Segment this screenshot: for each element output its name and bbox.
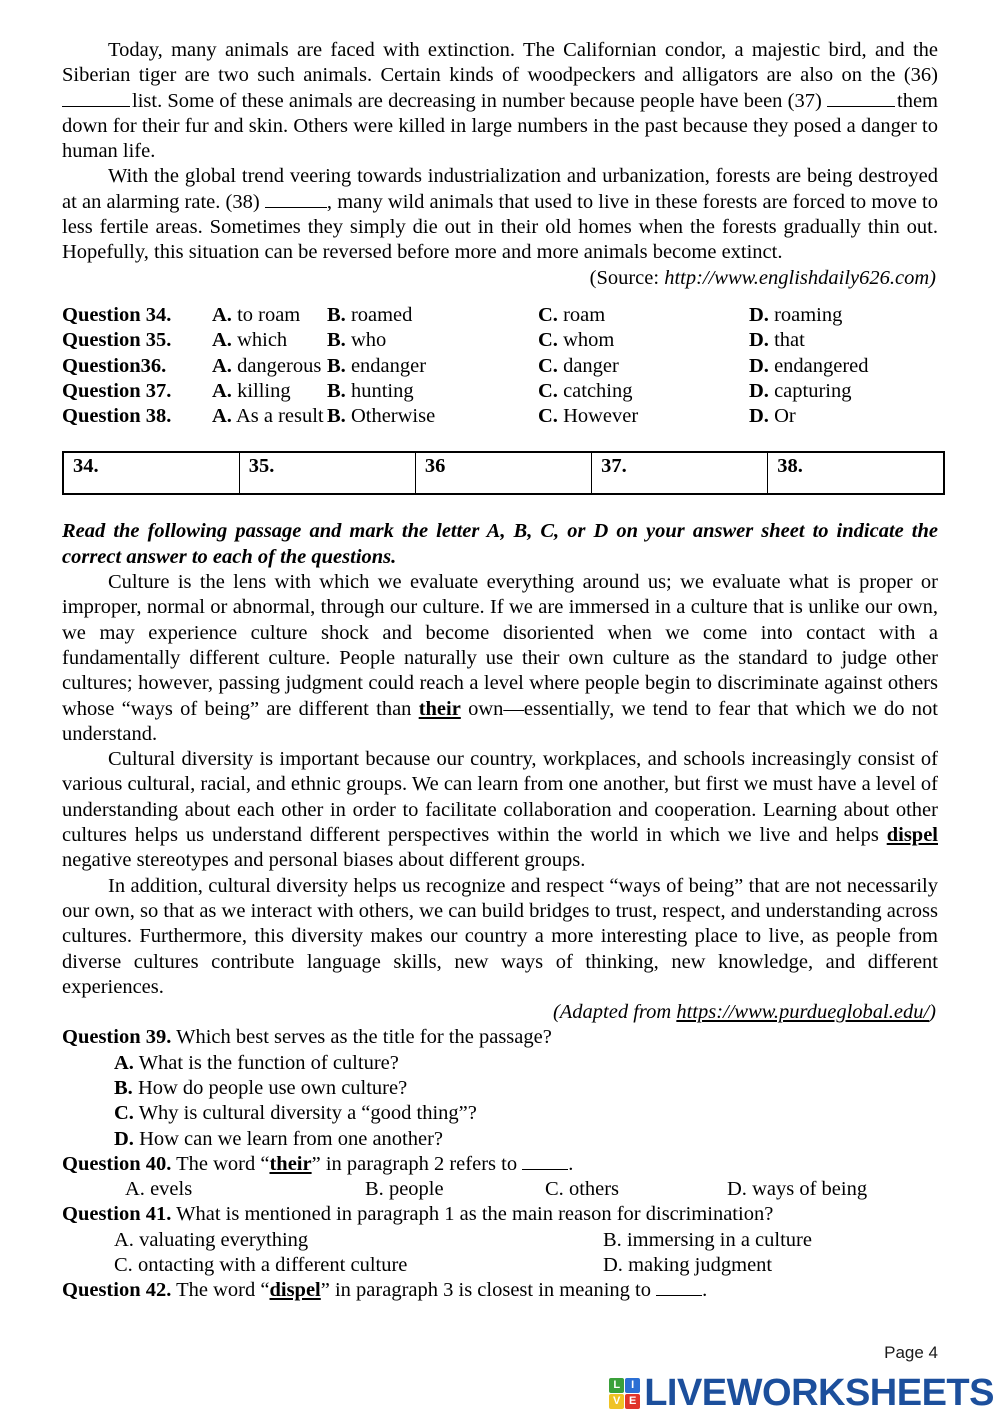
passage1-p2-part-a: With the global trend veering towards industrialization and urbanization, forests are being destroyed at an alarming rate. (38) (62, 165, 938, 213)
gap-40[interactable] (522, 1152, 568, 1169)
question-41-option-c[interactable] (114, 1253, 603, 1278)
question-35-option-b[interactable] (327, 328, 538, 353)
question-37-option-b[interactable] (327, 379, 538, 404)
mcq-group-34-38 (62, 303, 938, 429)
passage1-p1-part-b: list. Some of these animals are decreasing in number because people have been (37) (132, 89, 822, 112)
option-letter-a: A. (114, 1051, 134, 1074)
passage1-source-suffix: ) (929, 266, 936, 289)
question-34-option-c[interactable] (538, 303, 749, 328)
gap-36[interactable] (62, 89, 130, 107)
question-35-option-c[interactable] (538, 328, 749, 353)
question-36-option-c[interactable] (538, 354, 749, 379)
option-letter-b: B. (114, 1076, 133, 1099)
option-text-b: endanger (350, 354, 427, 377)
passage2-paragraph-2 (62, 747, 938, 873)
question-40-option-d[interactable] (727, 1177, 867, 1202)
option-letter-d: D. (749, 329, 769, 352)
option-letter-d: D. (727, 1178, 747, 1201)
option-letter-b: B. (365, 1178, 384, 1201)
passage1-source (62, 266, 938, 291)
option-letter-c: C. (538, 329, 558, 352)
question-36-option-d[interactable] (749, 354, 949, 379)
question-40-stem (62, 1152, 938, 1177)
option-text-a: which (237, 329, 288, 352)
mcq-row-38 (62, 404, 938, 429)
option-letter-b: B. (327, 329, 346, 352)
option-letter-b: B. (603, 1228, 622, 1251)
passage1-p2-part-b: , many wild animals that used to live in these forests are forced to move to less fertile areas. Sometimes they simply die out in their old homes when the forests gradually thin out. Hopefully, this situation can be reversed before more and more animals become extinct. (62, 190, 938, 264)
question-41-stem (62, 1202, 938, 1227)
question-40-text-a: The word “ (176, 1152, 270, 1175)
passage2-paragraph-1 (62, 570, 938, 747)
passage1-paragraph-1 (62, 38, 938, 164)
option-letter-a: A. (125, 1178, 145, 1201)
answer-cell-38[interactable]: 38. (768, 452, 944, 494)
option-letter-a: A. (114, 1228, 134, 1251)
question-42-text-a: The word “ (176, 1279, 270, 1302)
option-letter-c: C. (114, 1254, 133, 1277)
question-39-option-a[interactable] (62, 1051, 938, 1076)
question-36-label: Question36. (62, 354, 167, 377)
mcq-row-37 (62, 379, 938, 404)
question-38-option-a[interactable] (212, 404, 327, 429)
option-letter-d: D. (603, 1254, 623, 1277)
option-text-c: roam (563, 303, 606, 326)
question-42-keyword: dispel (269, 1279, 321, 1302)
option-letter-b: B. (327, 405, 346, 428)
option-text-a: valuating everything (139, 1228, 309, 1251)
table-row (63, 452, 944, 494)
option-letter-c: C. (545, 1178, 564, 1201)
answer-cell-37[interactable]: 37. (592, 452, 768, 494)
question-34-option-b[interactable] (327, 303, 538, 328)
option-letter-c: C. (538, 303, 558, 326)
highlight-word-their: their (418, 697, 461, 720)
option-letter-a: A. (212, 354, 232, 377)
option-text-a: dangerous (237, 354, 322, 377)
option-letter-b: B. (327, 303, 346, 326)
answer-cell-35[interactable]: 35. (239, 452, 415, 494)
question-39-stem (62, 1025, 938, 1050)
passage1-paragraph-2 (62, 164, 938, 265)
option-text-d: Or (774, 405, 796, 428)
option-text-c: others (568, 1178, 620, 1201)
option-text-b: roamed (350, 303, 413, 326)
question-36-option-a[interactable] (212, 354, 327, 379)
passage2-paragraph-3: In addition, cultural diversity helps us recognize and respect “ways of being” that are not necessarily our own, so that as we interact with others, we can build bridges to trust, respect, and understanding across cultures. Furthermore, this diversity makes our country a more interesting place to live, as people from diverse cultures contribute language skills, new ways of thinking, new knowledge, and different experiences. (62, 874, 938, 998)
question-37-option-c[interactable] (538, 379, 749, 404)
question-37-label: Question 37. (62, 379, 172, 402)
question-41-label: Question 41. (62, 1203, 172, 1226)
option-letter-d: D. (749, 405, 769, 428)
question-41-options-row-2 (62, 1253, 938, 1278)
option-text-a: to roam (237, 303, 301, 326)
option-letter-a: A. (212, 379, 232, 402)
question-42-text-c: . (702, 1279, 708, 1302)
question-34-option-d[interactable] (749, 303, 949, 328)
question-35-option-d[interactable] (749, 328, 949, 353)
logo-tile-v: V (609, 1394, 624, 1409)
option-letter-b: B. (327, 354, 346, 377)
page-number: Page 4 (884, 1343, 938, 1362)
question-38-label: Question 38. (62, 405, 172, 428)
question-42-text-b: ” in paragraph 3 is closest in meaning to (320, 1279, 651, 1302)
option-text-d: endangered (774, 354, 869, 377)
question-37-option-a[interactable] (212, 379, 327, 404)
highlight-word-dispel: dispel (886, 824, 938, 847)
passage2-p1-part-b: own—essentially, we tend to fear that which we do not understand. (62, 697, 938, 745)
question-40-text-c: . (568, 1152, 574, 1175)
option-letter-c: C. (538, 379, 558, 402)
passage2-source-url[interactable]: https://www.purdueglobal.edu/ (676, 1001, 930, 1024)
option-text-d: ways of being (752, 1178, 868, 1201)
passage1-p1-part-a: Today, many animals are faced with extinction. The Californian condor, a majestic bird, and the Siberian tiger are two such animals. Certain kinds of woodpeckers and alligators are also on the (36) (62, 39, 938, 87)
option-letter-d: D. (114, 1127, 134, 1150)
question-38-option-c[interactable] (538, 404, 749, 429)
logo-tile-i: I (625, 1378, 640, 1393)
question-38-option-d[interactable] (749, 404, 949, 429)
question-36-option-b[interactable] (327, 354, 538, 379)
question-39-option-b[interactable] (62, 1076, 938, 1101)
option-text-a: killing (237, 379, 291, 402)
question-40-label: Question 40. (62, 1152, 172, 1175)
option-text-c: However (563, 405, 639, 428)
question-34-label: Question 34. (62, 303, 172, 326)
question-42-label: Question 42. (62, 1279, 172, 1302)
option-letter-c: C. (538, 405, 558, 428)
option-text-b: How do people use own culture? (137, 1076, 408, 1099)
passage2-p1-part-a: Culture is the lens with which we evaluate everything around us; we evaluate what is proper or improper, normal or abnormal, through our culture. If we are immersed in a culture that is unlike our own, we may experience culture shock and become disoriented when we come into contact with a fundamentally different culture. People naturally use their own culture as the standard to judge other cultures; however, passing judgment could reach a level where people begin to discriminate against others whose “ways of being” are different than (62, 571, 938, 720)
question-41-option-a[interactable] (114, 1228, 603, 1253)
logo-wordmark: LIVEWORKSHEETS (644, 1372, 994, 1414)
live-logo-icon (609, 1378, 640, 1409)
option-text-b: who (350, 329, 387, 352)
option-letter-c: C. (114, 1102, 134, 1125)
question-39-text: Which best serves as the title for the passage? (176, 1026, 552, 1049)
option-text-c: Why is cultural diversity a “good thing”? (138, 1102, 477, 1125)
passage2-p2-part-a: Cultural diversity is important because our country, workplaces, and schools increasingly consist of various cultural, racial, and ethnic groups. We can learn from one another, but first we must have a level of understanding about each other in order to facilitate collaboration and cooperation. Learning about other cultures helps us understand different perspectives within the world in which we live and helps (62, 748, 938, 847)
passage2-source-prefix: (Adapted from (552, 1001, 677, 1024)
question-39-label: Question 39. (62, 1026, 172, 1049)
option-text-d: How can we learn from one another? (139, 1127, 444, 1150)
passage2-source-suffix: ) (929, 1001, 936, 1024)
logo-tile-l: L (609, 1378, 624, 1393)
question-41-options-row-1 (62, 1228, 938, 1253)
option-text-c: ontacting with a different culture (137, 1254, 408, 1277)
question-42-stem (62, 1278, 938, 1303)
question-40-option-b[interactable] (365, 1177, 545, 1202)
answer-cell-36[interactable]: 36 (415, 452, 591, 494)
option-text-b: Otherwise (350, 405, 436, 428)
option-letter-b: B. (327, 379, 346, 402)
option-text-d: that (774, 329, 805, 352)
option-text-b: people (388, 1178, 444, 1201)
passage1-p1-part-c: them down for their fur and skin. Others were killed in large numbers in the past because they posed a danger to human life. (62, 89, 938, 163)
answer-table (62, 451, 945, 495)
question-40-option-c[interactable] (545, 1177, 727, 1202)
passage2-source (62, 1000, 938, 1025)
option-text-d: roaming (774, 303, 843, 326)
passage1-source-url: http://www.englishdaily626.com (664, 266, 930, 289)
mcq-row-36 (62, 354, 938, 379)
answer-cell-34[interactable]: 34. (63, 452, 239, 494)
question-38-option-b[interactable] (327, 404, 538, 429)
question-41-option-b[interactable] (603, 1228, 812, 1253)
option-text-a: evels (150, 1178, 193, 1201)
logo-tile-e: E (625, 1394, 640, 1409)
option-letter-a: A. (212, 329, 232, 352)
passage2-p2-part-b: negative stereotypes and personal biases about different groups. (62, 849, 586, 872)
passage1-source-prefix: (Source: (589, 266, 665, 289)
gap-38[interactable] (265, 190, 327, 208)
option-text-a: As a result (235, 405, 324, 428)
question-37-option-d[interactable] (749, 379, 949, 404)
question-39-option-d[interactable] (62, 1127, 938, 1152)
option-letter-a: A. (212, 303, 232, 326)
option-letter-d: D. (749, 303, 769, 326)
option-text-a: What is the function of culture? (138, 1051, 399, 1074)
question-40-options (62, 1177, 938, 1202)
option-text-c: catching (563, 379, 633, 402)
mcq-row-35 (62, 328, 938, 353)
option-text-c: whom (563, 329, 615, 352)
option-letter-d: D. (749, 354, 769, 377)
question-40-keyword: their (269, 1152, 312, 1175)
question-34-option-a[interactable] (212, 303, 327, 328)
option-text-b: immersing in a culture (626, 1228, 812, 1251)
option-letter-a: A. (212, 405, 232, 428)
mcq-row-34 (62, 303, 938, 328)
option-text-d: capturing (774, 379, 852, 402)
option-letter-c: C. (538, 354, 558, 377)
reading-instruction: Read the following passage and mark the letter A, B, C, or D on your answer sheet to indicate the correct answer to each of the questions. (62, 520, 938, 568)
gap-37[interactable] (827, 89, 895, 107)
question-41-text: What is mentioned in paragraph 1 as the main reason for discrimination? (176, 1203, 774, 1226)
option-text-b: hunting (350, 379, 414, 402)
liveworksheets-logo[interactable] (609, 1372, 994, 1415)
gap-42[interactable] (656, 1279, 702, 1296)
question-35-option-a[interactable] (212, 328, 327, 353)
option-text-d: making judgment (628, 1254, 773, 1277)
question-40-text-b: ” in paragraph 2 refers to (311, 1152, 518, 1175)
question-41-option-d[interactable] (603, 1253, 772, 1278)
question-40-option-a[interactable] (125, 1177, 365, 1202)
option-letter-d: D. (749, 379, 769, 402)
question-39-option-c[interactable] (62, 1101, 938, 1126)
option-text-c: danger (563, 354, 619, 377)
question-35-label: Question 35. (62, 329, 172, 352)
